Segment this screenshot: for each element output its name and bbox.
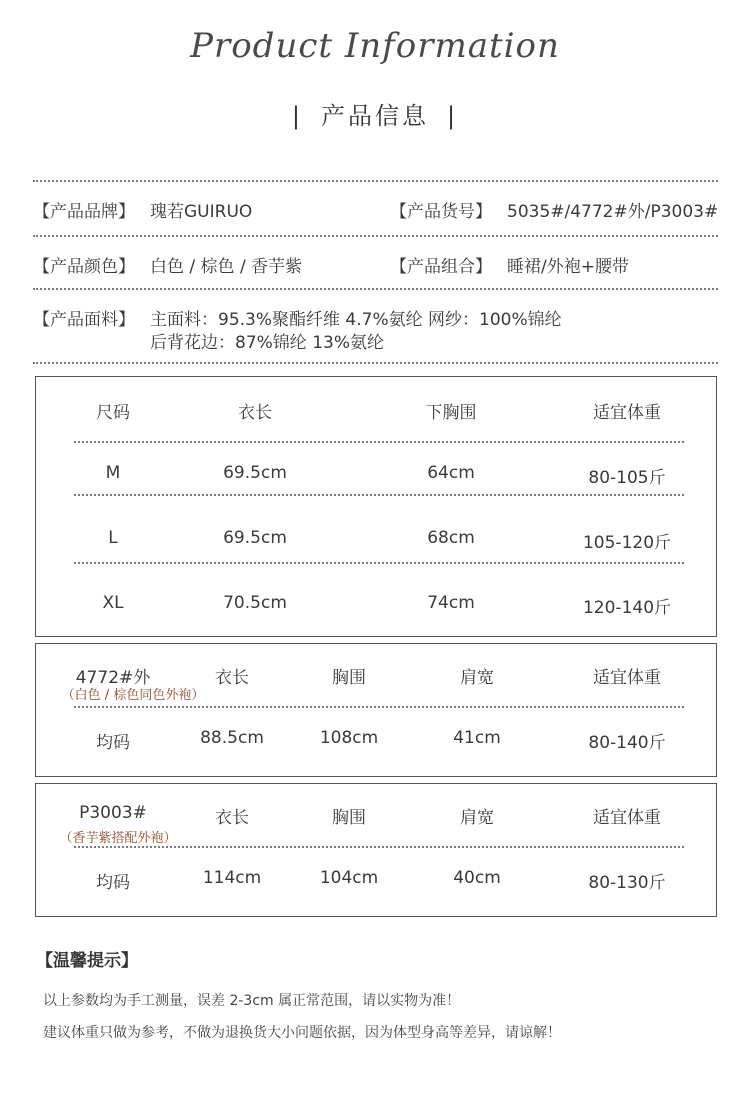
row-divider — [74, 441, 684, 443]
table-cell: 120-140斤 — [582, 598, 672, 618]
brand-label: 【产品品牌】 — [33, 202, 135, 222]
size-table-robe-4772 — [35, 643, 717, 777]
fabric-line-2: 后背花边：87%锦纶 13%氨纶 — [150, 333, 384, 353]
table-cell: 88.5cm — [200, 728, 264, 748]
header-cell: 衣长 — [238, 403, 272, 423]
header-cell: P3003# — [79, 803, 147, 823]
divider — [33, 362, 718, 364]
table-cell: 41cm — [453, 728, 501, 748]
title-bar-left: | — [291, 102, 303, 130]
fabric-label: 【产品面料】 — [33, 310, 135, 330]
table-cell: 80-140斤 — [588, 733, 666, 753]
header-cell: 衣长 — [215, 808, 249, 828]
tips-title: 【温馨提示】 — [36, 951, 138, 971]
sku-value: 5035#/4772#外/P3003# — [507, 202, 719, 222]
table-cell: 均码 — [96, 873, 130, 893]
header-cell: 适宜体重 — [593, 403, 661, 423]
divider — [33, 235, 718, 237]
row-divider — [74, 846, 684, 848]
row-divider — [74, 562, 684, 564]
page-title — [0, 96, 750, 131]
fabric-line-1: 主面料：95.3%聚酯纤维 4.7%氨纶 网纱：100%锦纶 — [150, 310, 562, 330]
table-cell: M — [105, 463, 121, 483]
table-cell: 68cm — [427, 528, 475, 548]
title-bar-right: | — [447, 102, 459, 130]
header-note: （白色 / 棕色同色外袍） — [61, 688, 205, 703]
header-cell: 适宜体重 — [593, 668, 661, 688]
table-cell: L — [108, 528, 118, 548]
header-cell: 肩宽 — [460, 668, 494, 688]
header-cell: 肩宽 — [460, 808, 494, 828]
combo-label: 【产品组合】 — [390, 257, 492, 277]
header-cell: 尺码 — [96, 403, 130, 423]
header-cell: 下胸围 — [425, 403, 477, 423]
table-cell: 69.5cm — [223, 528, 287, 548]
header-cell: 4772#外 — [75, 668, 151, 688]
title-text: 产品信息 — [321, 102, 429, 130]
table-cell: 64cm — [427, 463, 475, 483]
table-cell: 80-130斤 — [588, 873, 666, 893]
table-cell: 70.5cm — [223, 593, 287, 613]
table-cell: 114cm — [202, 868, 262, 888]
divider — [33, 180, 718, 182]
color-value: 白色 / 棕色 / 香芋紫 — [150, 257, 303, 277]
table-cell: XL — [102, 593, 124, 613]
brand-value: 瑰若GUIRUO — [150, 202, 253, 222]
table-cell: 104cm — [319, 868, 379, 888]
table-cell: 74cm — [427, 593, 475, 613]
divider — [33, 288, 718, 290]
combo-value: 睡裙/外袍+腰带 — [507, 257, 629, 277]
table-cell: 均码 — [96, 733, 130, 753]
table-cell: 80-105斤 — [588, 468, 666, 488]
header-cell: 衣长 — [215, 668, 249, 688]
tip-line-2: 建议体重只做为参考，不做为退换货大小问题依据，因为体型身高等差异，请谅解！ — [43, 1025, 561, 1041]
sku-label: 【产品货号】 — [390, 202, 492, 222]
color-label: 【产品颜色】 — [33, 257, 135, 277]
table-cell: 108cm — [319, 728, 379, 748]
row-divider — [74, 706, 684, 708]
row-divider — [74, 494, 684, 496]
header-note: （香芋紫搭配外袍） — [59, 831, 177, 846]
table-cell: 69.5cm — [223, 463, 287, 483]
script-title: Product Information — [190, 26, 560, 66]
size-table-robe-p3003 — [35, 783, 717, 917]
table-cell: 40cm — [453, 868, 501, 888]
tip-line-1: 以上参数均为手工测量，误差 2-3cm 属正常范围，请以实物为准！ — [43, 993, 461, 1009]
size-table-main — [35, 376, 717, 637]
header-cell: 胸围 — [332, 668, 366, 688]
header-cell: 胸围 — [332, 808, 366, 828]
table-cell: 105-120斤 — [582, 533, 672, 553]
header-cell: 适宜体重 — [593, 808, 661, 828]
